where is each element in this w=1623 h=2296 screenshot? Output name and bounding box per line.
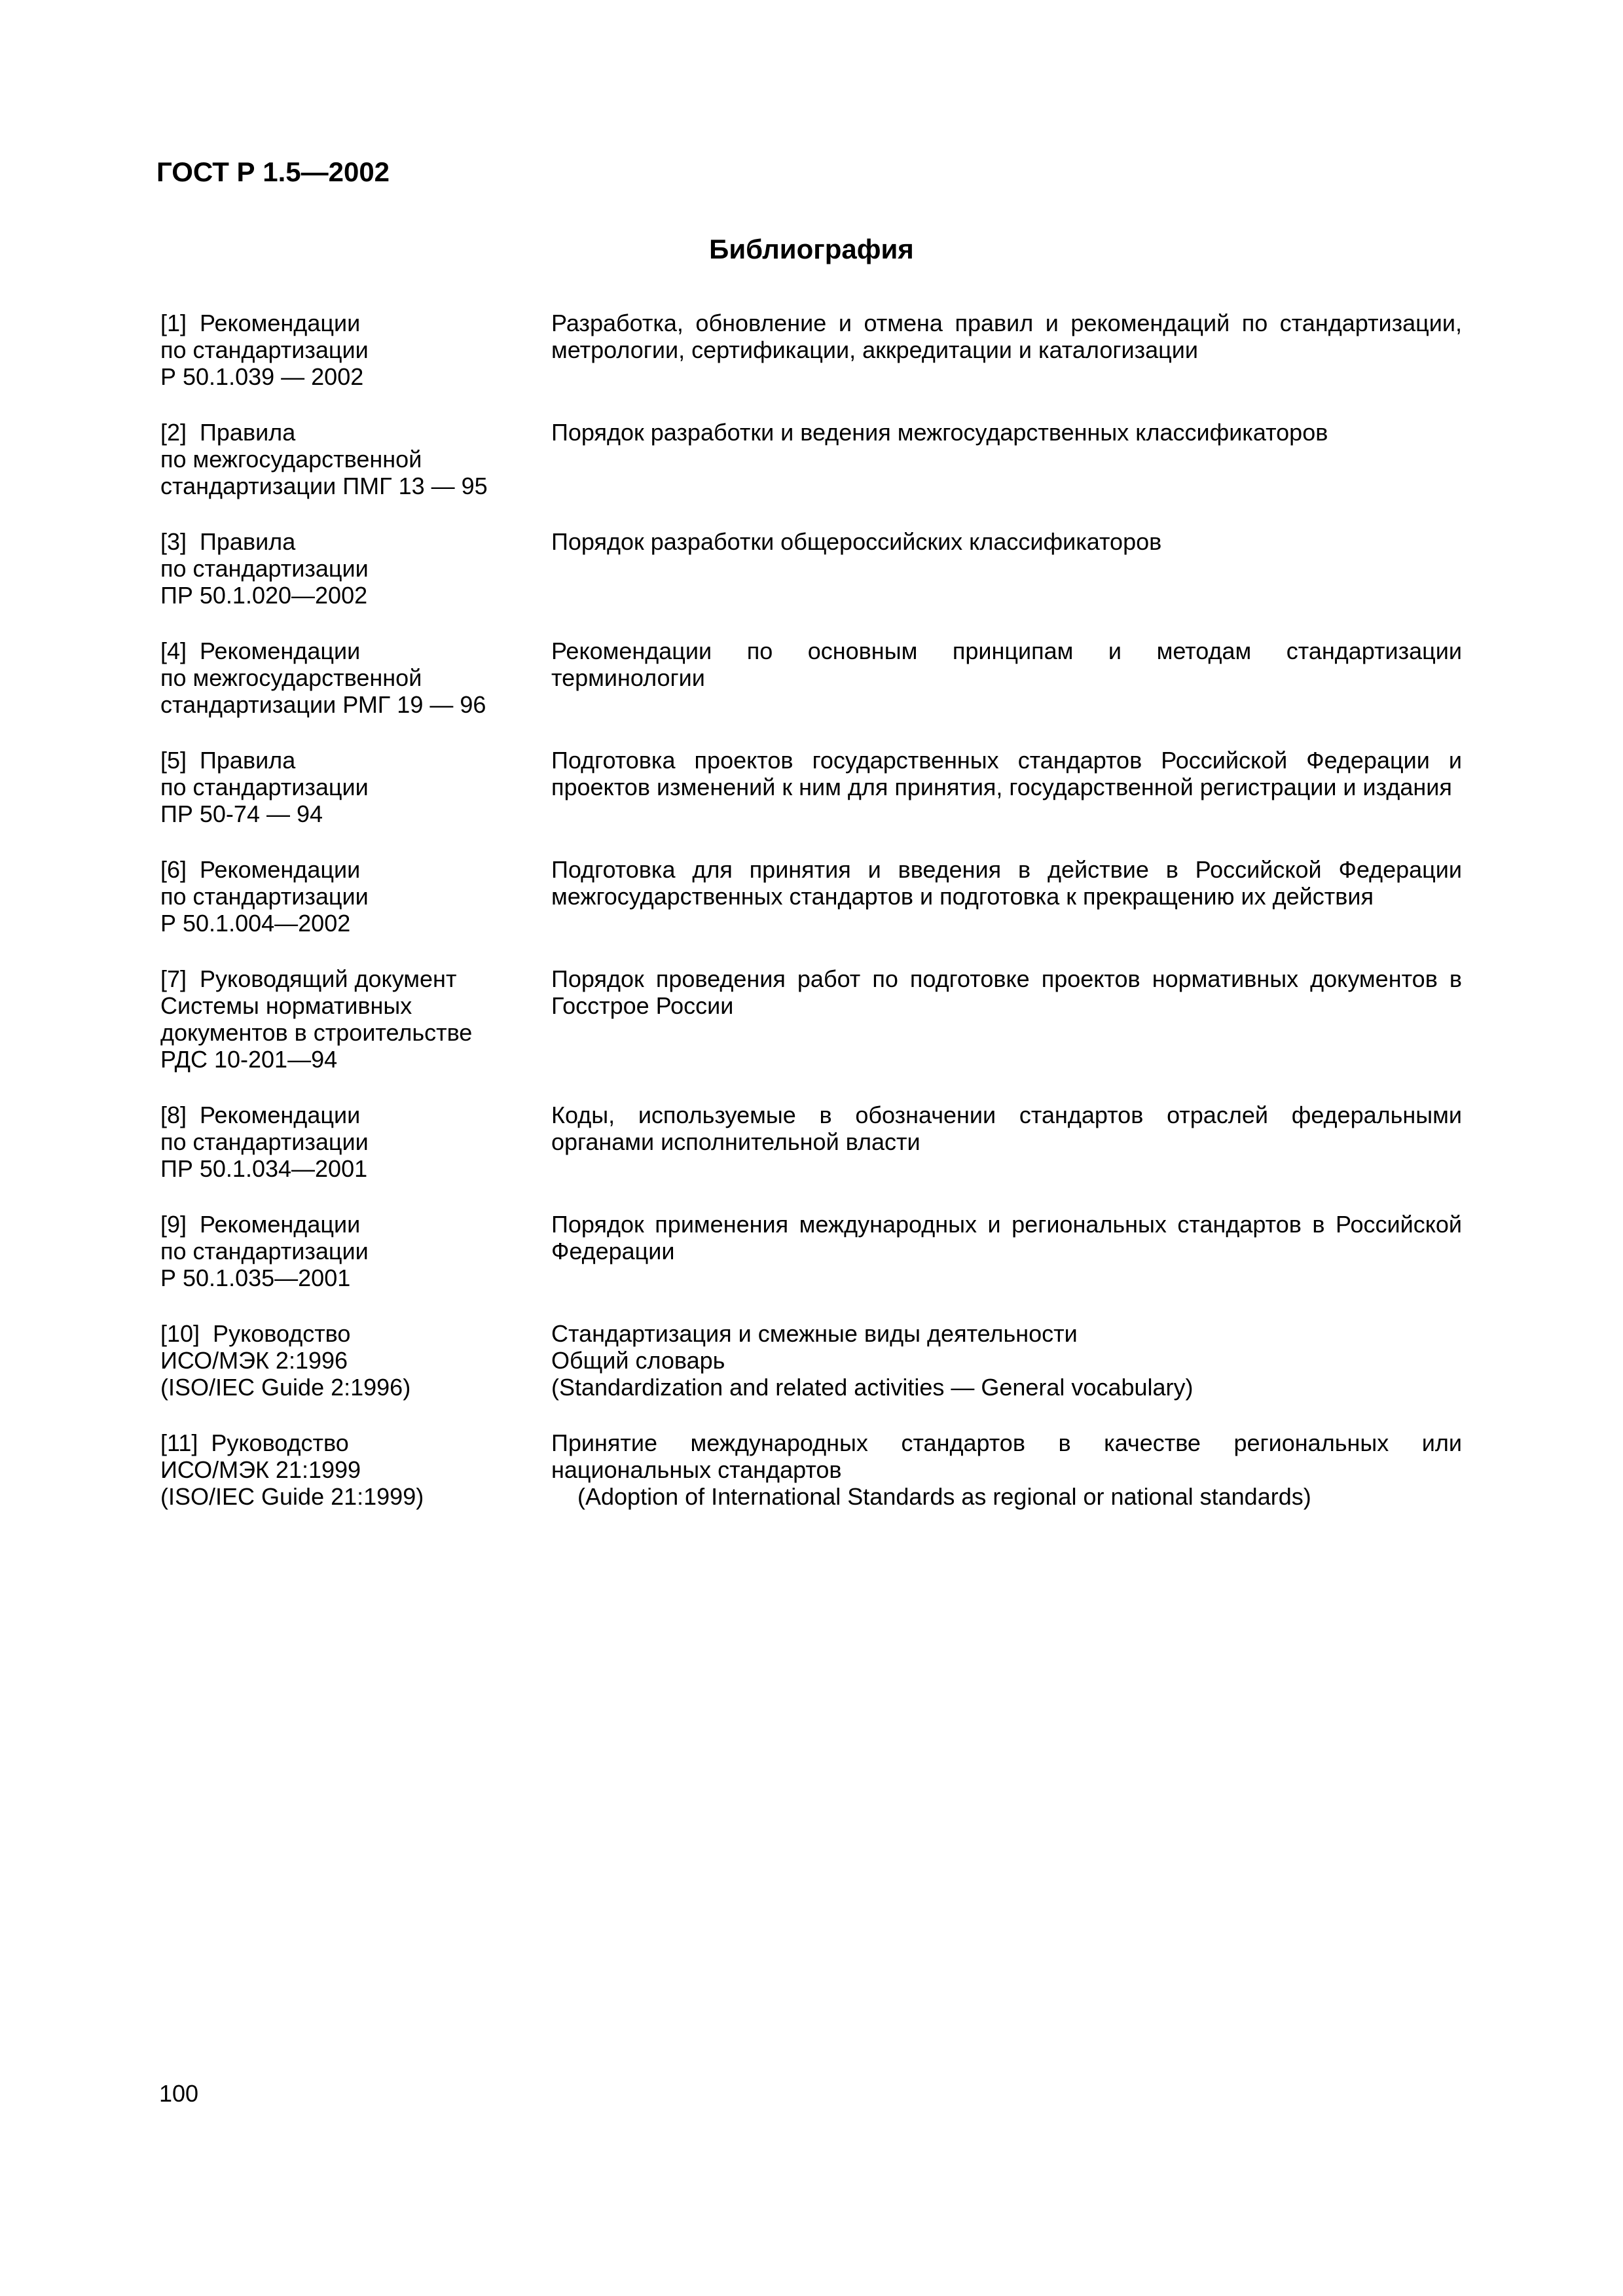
document-designation: ГОСТ Р 1.5—2002	[156, 156, 390, 187]
bibliography-entry-8	[160, 1102, 1462, 1182]
entry-label-line: по межгосударственной	[160, 446, 422, 473]
entry-description	[551, 637, 1462, 691]
bibliography-entry-3	[160, 528, 1462, 609]
entry-description	[551, 310, 1462, 363]
bibliography-entry-7	[160, 965, 1462, 1073]
entry-text-line: (Adoption of International Standards as regional or national standards)	[577, 1483, 1311, 1510]
entry-text-line: национальных стандартов	[551, 1456, 842, 1483]
entry-text-line: Госстрое России	[551, 992, 734, 1019]
bibliography-entry-4	[160, 637, 1462, 718]
entry-text-line: Подготовка для принятия и введения в действие в Российской Федерации	[551, 856, 1462, 883]
entry-label-line: ПР 50.1.034—2001	[160, 1155, 368, 1182]
entry-label-line: [9] Рекомендации	[160, 1211, 361, 1238]
entry-label-line: [10] Руководство	[160, 1320, 351, 1347]
entry-label	[160, 1102, 551, 1182]
entry-label	[160, 637, 551, 718]
entry-description	[551, 1102, 1462, 1155]
entry-label-line: ПР 50.1.020—2002	[160, 582, 368, 609]
entry-label-line: стандартизации ПМГ 13 — 95	[160, 473, 488, 499]
entry-label	[160, 1211, 551, 1291]
entry-label-line: ПР 50-74 — 94	[160, 800, 323, 827]
entry-label-line: документов в строительстве	[160, 1019, 473, 1046]
entry-label	[160, 528, 551, 609]
entry-label-line: [4] Рекомендации	[160, 637, 361, 664]
entry-text-line: проектов изменений к ним для принятия, государственной регистрации и издания	[551, 774, 1452, 800]
entry-label-line: по стандартизации	[160, 774, 369, 800]
entry-description	[551, 419, 1462, 446]
entry-label-line: [3] Правила	[160, 528, 296, 555]
entry-text-line: (Standardization and related activities — General vocabulary)	[551, 1374, 1194, 1401]
entry-label-line: по стандартизации	[160, 883, 369, 910]
entry-text-line: Коды, используемые в обозначении стандартов отраслей федеральными	[551, 1102, 1462, 1128]
entry-text-line: межгосударственных стандартов и подготовка к прекращению их действия	[551, 883, 1374, 910]
entry-label	[160, 747, 551, 827]
bibliography-entry-11	[160, 1429, 1462, 1510]
entry-text-line: Порядок разработки и ведения межгосударственных классификаторов	[551, 419, 1328, 446]
entry-label-line: Р 50.1.004—2002	[160, 910, 351, 937]
bibliography-entry-10	[160, 1320, 1462, 1401]
entry-label-line: по стандартизации	[160, 336, 369, 363]
entry-text-line: Подготовка проектов государственных стандартов Российской Федерации и	[551, 747, 1462, 774]
entry-label	[160, 965, 551, 1073]
entry-label-line: Системы нормативных	[160, 992, 412, 1019]
entry-label-line: по стандартизации	[160, 1128, 369, 1155]
entry-description	[551, 1211, 1462, 1265]
entry-description	[551, 747, 1462, 800]
entry-label-line: [6] Рекомендации	[160, 856, 361, 883]
bibliography-entry-5	[160, 747, 1462, 827]
entry-label-line: по стандартизации	[160, 555, 369, 582]
entry-label-line: стандартизации РМГ 19 — 96	[160, 691, 486, 718]
page-number: 100	[159, 2080, 199, 2107]
entry-label-line: [11] Руководство	[160, 1429, 349, 1456]
entry-label	[160, 1429, 551, 1510]
entry-description	[551, 965, 1462, 1019]
entry-label-line: Р 50.1.035—2001	[160, 1265, 351, 1291]
entry-description	[551, 528, 1462, 555]
entry-label-line: [5] Правила	[160, 747, 296, 774]
entry-text-line: Рекомендации по основным принципам и методам стандартизации	[551, 637, 1462, 664]
entry-label-line: (ISO/IEC Guide 21:1999)	[160, 1483, 424, 1510]
entry-text-line: Порядок проведения работ по подготовке проектов нормативных документов в	[551, 965, 1462, 992]
entry-text-line: метрологии, сертификации, аккредитации и каталогизации	[551, 336, 1198, 363]
bibliography-entry-1	[160, 310, 1462, 390]
entry-text-line: Разработка, обновление и отмена правил и рекомендаций по стандартизации,	[551, 310, 1462, 336]
bibliography-entry-2	[160, 419, 1462, 499]
bibliography-entry-9	[160, 1211, 1462, 1291]
entry-text-line: Федерации	[551, 1238, 675, 1265]
entry-label	[160, 1320, 551, 1401]
entry-label-line: [8] Рекомендации	[160, 1102, 361, 1128]
section-title: Библиография	[709, 234, 914, 264]
entry-label-line: РДС 10-201—94	[160, 1046, 338, 1073]
entry-label-line: ИСО/МЭК 21:1999	[160, 1456, 361, 1483]
entry-text-line: органами исполнительной власти	[551, 1128, 921, 1155]
entry-label-line: Р 50.1.039 — 2002	[160, 363, 364, 390]
entry-description	[551, 1429, 1462, 1510]
entry-label-line: (ISO/IEC Guide 2:1996)	[160, 1374, 411, 1401]
entry-label-line: [1] Рекомендации	[160, 310, 361, 336]
bibliography-list	[160, 310, 1462, 1539]
bibliography-entry-6	[160, 856, 1462, 937]
entry-description	[551, 1320, 1462, 1401]
entry-text-line: Общий словарь	[551, 1347, 725, 1374]
entry-text-line: Принятие международных стандартов в качестве региональных или	[551, 1429, 1462, 1456]
entry-label-line: [2] Правила	[160, 419, 296, 446]
entry-text-line: Порядок применения международных и региональных стандартов в Российской	[551, 1211, 1462, 1238]
entry-label-line: по стандартизации	[160, 1238, 369, 1265]
entry-text-line: терминологии	[551, 664, 705, 691]
entry-label	[160, 419, 551, 499]
entry-label	[160, 310, 551, 390]
entry-label-line: ИСО/МЭК 2:1996	[160, 1347, 348, 1374]
entry-label	[160, 856, 551, 937]
entry-description	[551, 856, 1462, 910]
entry-text-line: Порядок разработки общероссийских классификаторов	[551, 528, 1162, 555]
entry-label-line: [7] Руководящий документ	[160, 965, 457, 992]
entry-label-line: по межгосударственной	[160, 664, 422, 691]
entry-text-line: Стандартизация и смежные виды деятельности	[551, 1320, 1078, 1347]
